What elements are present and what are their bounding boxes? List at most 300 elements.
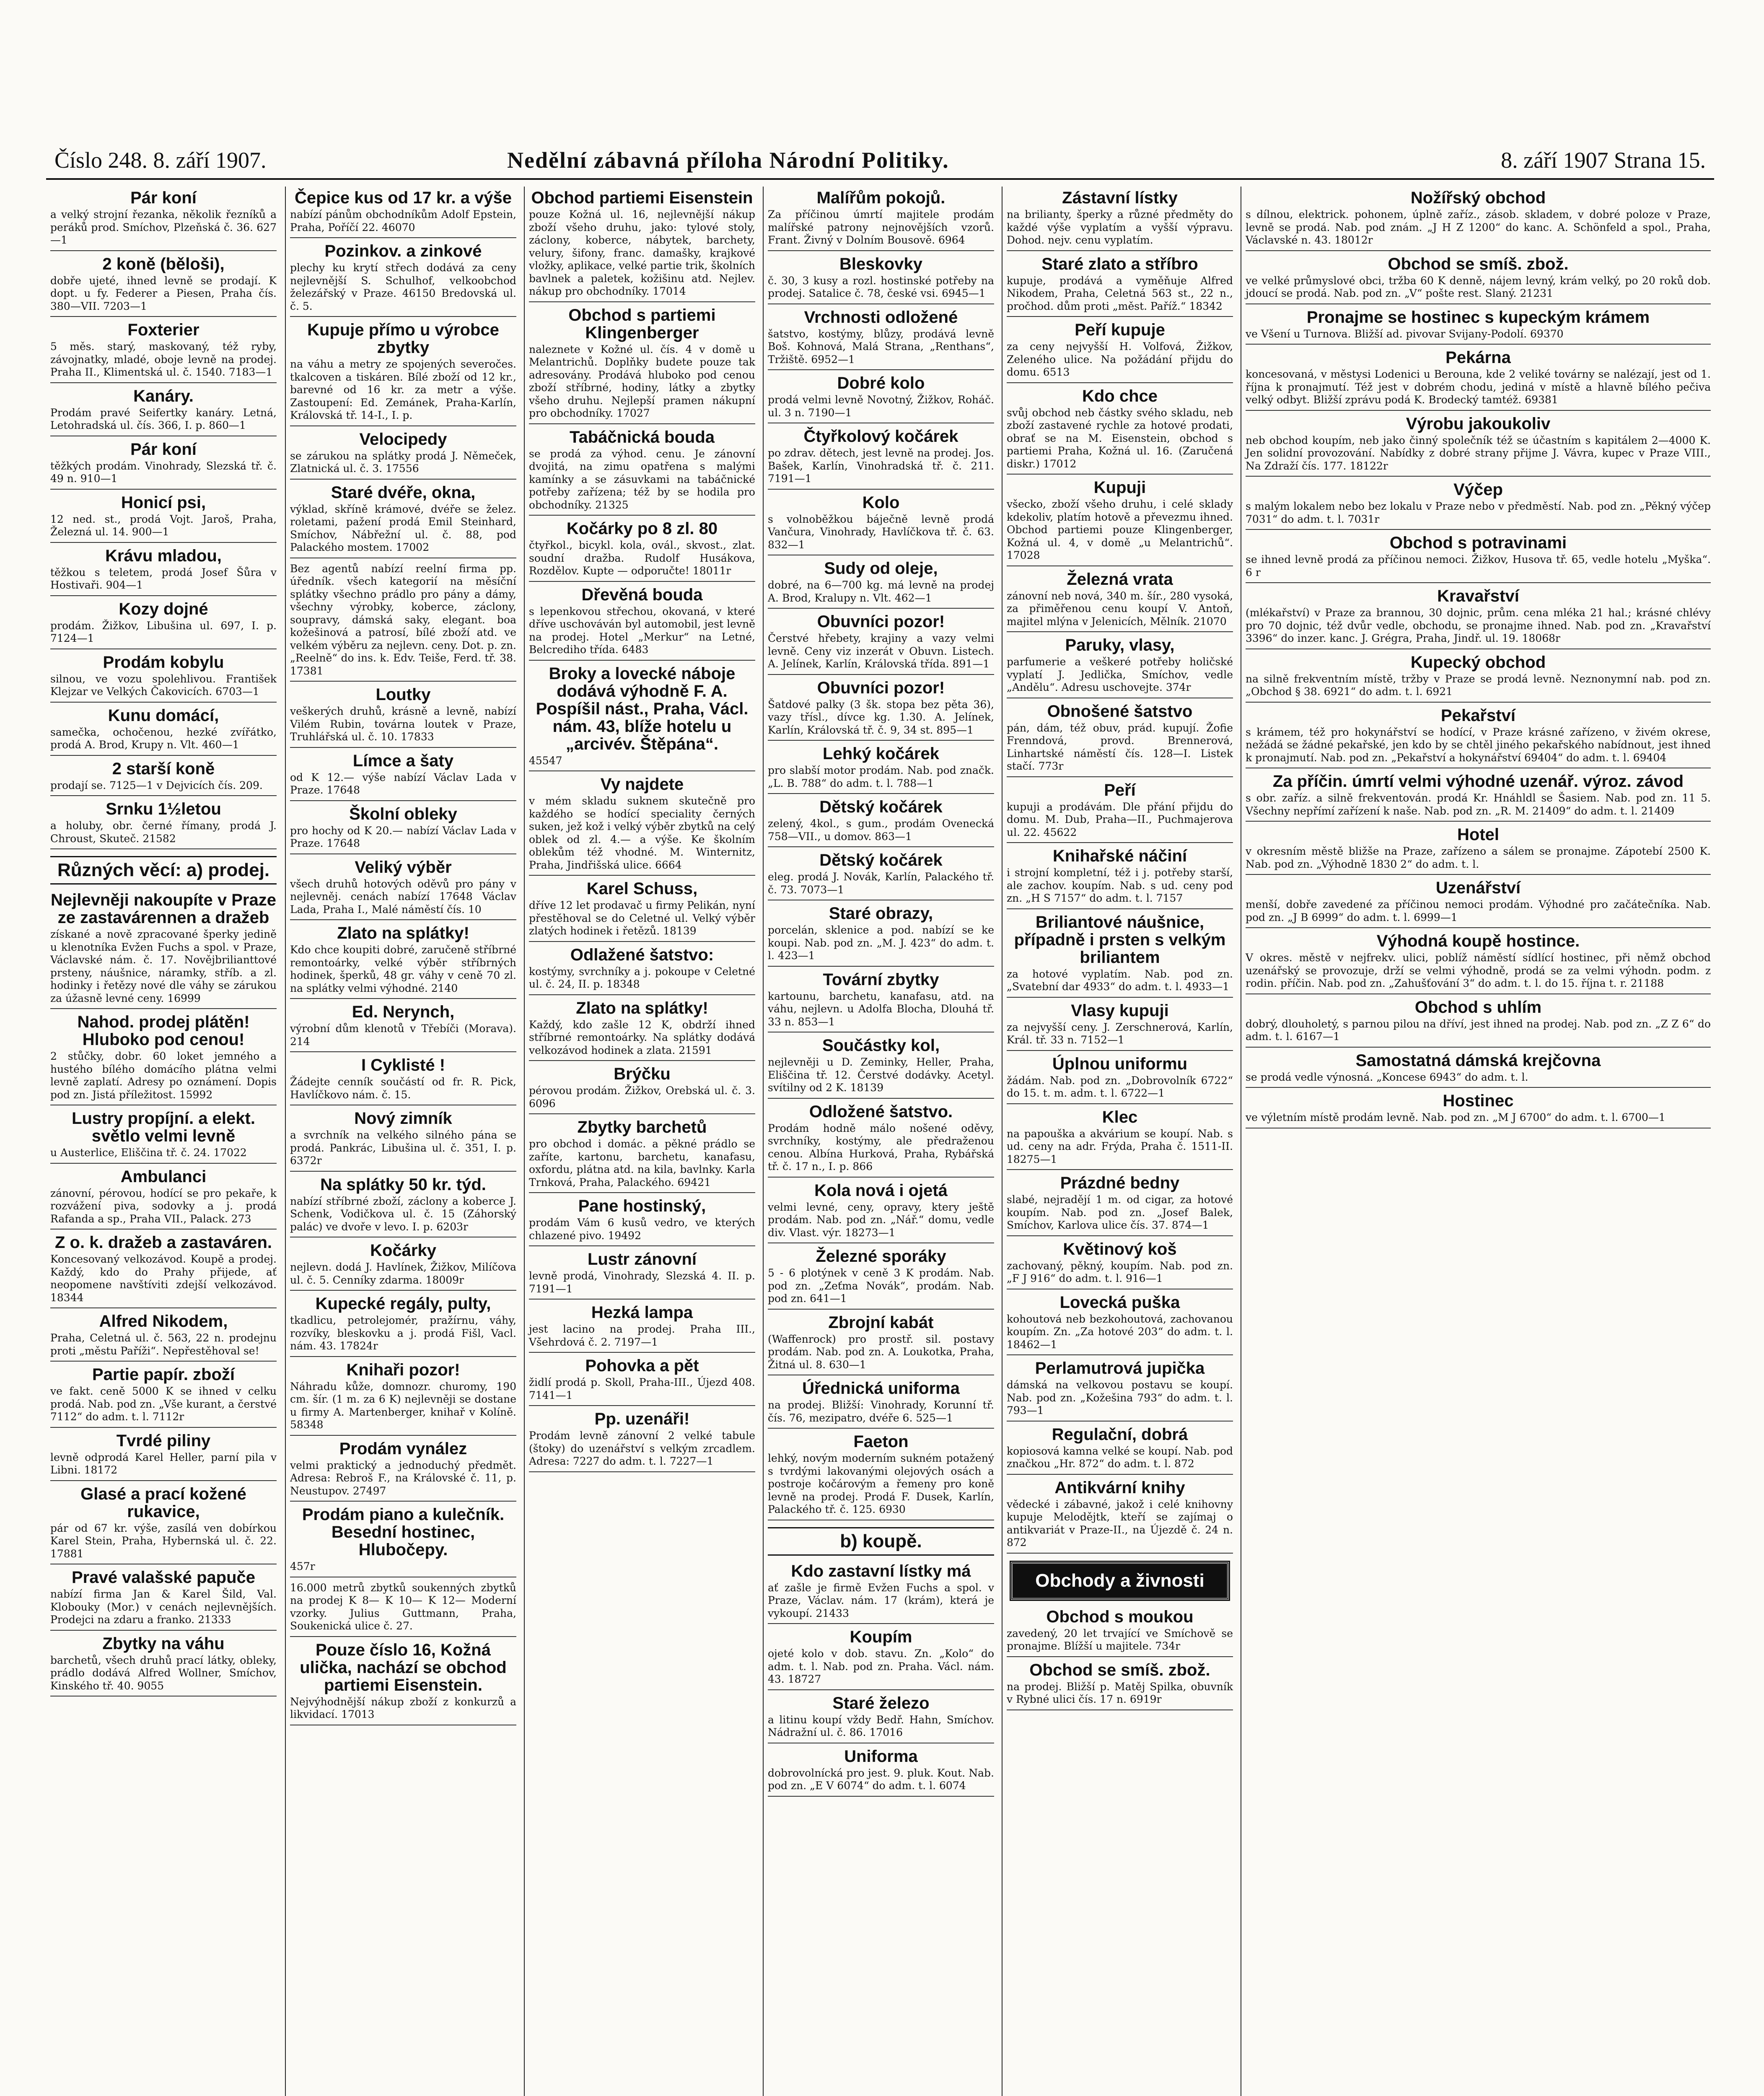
ad-text: s volnoběžkou báječně levně prodá Vančura, Vinohrady, Havlíčkova tř. č. 63. 832—1 <box>768 513 994 551</box>
ad-title: Na splátky 50 kr. týd. <box>320 1175 486 1194</box>
ad-text: samečka, ochočenou, hezké zvířátko, prodá A. Brod, Krupy n. Vlt. 460—1 <box>50 726 277 751</box>
ad-title: Pohovka a pět <box>585 1357 699 1375</box>
classified-ad <box>768 1628 994 1690</box>
ad-title: Lustry propíjní. a elekt. světlo velmi levně <box>72 1109 255 1145</box>
ad-text: velmi levné, ceny, opravy, ktery ještě prodám. Nab. pod zn. „Nář.“ domu, vedle div. Vlast. výr. 18273—1 <box>768 1201 994 1239</box>
column-6 <box>1241 187 1715 2096</box>
ad-title: Obchod s moukou <box>1046 1607 1194 1626</box>
ad-text: kupuje, prodává a vyměňuje Alfred Nikodem, Praha, Celetná 563 st., 22 n., pročhod. dům proti „měst. Paříž.“ 18342 <box>1007 274 1233 312</box>
ad-text: židlí prodá p. Skoll, Praha-III., Újezd 408. 7141—1 <box>529 1376 755 1401</box>
date-and-page: 8. září 1907 Strana 15. <box>1501 148 1706 173</box>
ad-title: Za příčin. úmrtí velmi výhodné uzenář. výroz. závod <box>1272 772 1684 791</box>
ad-title: Zbytky na váhu <box>102 1634 225 1653</box>
classified-ad <box>50 494 277 543</box>
ad-title: Ambulanci <box>120 1167 207 1186</box>
ad-title: Staré železo <box>832 1694 930 1712</box>
ad-title: Kunu domácí, <box>108 706 219 725</box>
classified-ad <box>1007 387 1233 475</box>
ad-title: Foxterier <box>127 321 199 339</box>
column-2 <box>285 187 521 2096</box>
ad-title: Dětský kočárek <box>819 798 943 816</box>
ad-title: Glasé a prací kožené rukavice, <box>80 1484 246 1521</box>
ad-title: Nahod. prodej plátěn! Hluboko pod cenou! <box>77 1013 250 1049</box>
classified-ad <box>1246 826 1711 875</box>
ad-title: Srnku 1½letou <box>106 800 221 818</box>
ad-text: získané a nově zpracované šperky jedině u klenotníka Evžen Fuchs a spol. v Praze, Václavské nám. č. 17. Novějbrilianttové prsteny, náušnice, náramky, stříb. a zl. hodinky i řetězy nové dle váhy se zárukou za úžasně levné ceny. 16999 <box>50 928 277 1004</box>
classified-ad <box>529 428 755 516</box>
ad-text: na prodej. Bližší p. Matěj Spilka, obuvník v Rybné ulici čís. 17 n. 6919r <box>1007 1680 1233 1705</box>
ad-title: Vy najdete <box>600 775 684 794</box>
classified-ad <box>290 484 516 558</box>
ad-text: jest lacino na prodej. Praha III., Všehrdová č. 2. 7197—1 <box>529 1323 755 1348</box>
ad-title: Uzenářství <box>1435 879 1521 897</box>
classified-ad <box>768 679 994 741</box>
ad-title: Úplnou uniformu <box>1052 1054 1188 1073</box>
ad-title: Obchod se smíš. zbož. <box>1388 254 1569 273</box>
ad-text: Bez agentů nabízí reelní firma pp. úředník. všech kategorií na měsíční splátky všechno prádlo pro pány a dámy, všechny výrobky, kobercе, záclony, soupravy, dámská saky, elegant. boa kožešinová a patrosí, bílé zboží atd. ve velkém výběru za nejlevn. ceny. Dot. p. zn. „Reelně“ do ins. k. Edv. Teiše, Ferd. tř. 38. 17381 <box>290 562 516 677</box>
classified-ad <box>768 428 994 490</box>
ad-title: Kupuje přímo u výrobce zbytky <box>307 321 499 357</box>
ad-title: Samostatná dámská krejčovna <box>1355 1051 1601 1070</box>
classified-ad <box>529 946 755 995</box>
ad-text: tkadlicu, petrolejomér, pražírnu, váhy, rozvíky, bleskovku a j. prodá Fišl, Vacl. nám. 43. 17824r <box>290 1314 516 1352</box>
classified-ad <box>1007 703 1233 777</box>
ad-text: ve fakt. ceně 5000 K se ihned v celku prodá. Nab. pod zn. „Vše kurant, a čerstvé 7112“ do adm. t. l. 7112r <box>50 1385 277 1423</box>
ad-text: po zdrav. dětech, jest levně na prodej. Jos. Bašek, Karlín, Vinohradská tř. č. 211. 7191—1 <box>768 447 994 485</box>
ad-title: Pouze číslo 16, Kožná ulička, nachází se obchod partiemi Eisenstein. <box>300 1640 507 1694</box>
ad-text: a holuby, obr. černé římany, prodá J. Chroust, Skuteč. 21582 <box>50 820 277 845</box>
classified-ad <box>1246 654 1711 703</box>
ad-text: Každý, kdo zašle 12 K, obdrží ihned stříbrné remontoárky. Na splátky dodává velkozávod hodinek a zlata. 21591 <box>529 1018 755 1056</box>
ad-title: Obchod s partiemi Klingenberger <box>568 306 716 342</box>
ad-title: Dobré kolo <box>837 374 925 392</box>
ad-text: 5 měs. starý, maskovaný, též ryby, závojnatky, mladé, oboje levně na prodej. Praha II., Klimentská ul. č. 1540. 7183—1 <box>50 340 277 378</box>
classified-ad <box>290 1003 516 1052</box>
classified-ad <box>50 891 277 1009</box>
classified-ad <box>1246 255 1711 304</box>
classified-ad <box>290 1506 516 1577</box>
ad-title: Hezká lampa <box>591 1303 693 1322</box>
ad-text: 12 ned. st., prodá Vojt. Jaroš, Praha, Železná ul. 14. 900—1 <box>50 513 277 538</box>
classified-ad <box>768 1248 994 1310</box>
ad-title: Klec <box>1102 1108 1138 1126</box>
classified-ad <box>529 665 755 772</box>
classified-ad <box>768 189 994 251</box>
ad-title: Brýčku <box>614 1065 671 1083</box>
ad-text: zánovní neb nová, 340 m. šír., 280 vysoká, za přiměřenou cenu koupí V. Antoň, majitel mlýna v Jelenicích, Mělník. 21070 <box>1007 589 1233 628</box>
ad-title: Kupuji <box>1093 478 1146 497</box>
classified-ad <box>1246 189 1711 251</box>
ad-title: Čepice kus od 17 kr. a výše <box>294 189 512 207</box>
classified-ad <box>768 255 994 304</box>
classified-ad <box>768 798 994 847</box>
ad-text: Praha, Celetná ul. č. 563, 22 n. prodejnu proti „městu Paříži“. Nepřestěhoval se! <box>50 1332 277 1357</box>
ad-text: prodám Vám 6 kusů vedro, ve kterých chlazené pivo. 19492 <box>529 1217 755 1242</box>
ad-title: Koupím <box>850 1628 912 1646</box>
classified-ad <box>290 321 516 426</box>
ad-title: Odlažené šatstvo: <box>570 945 714 964</box>
ad-title: Kravařství <box>1437 587 1519 605</box>
ad-title: Zbytky barchetů <box>577 1118 707 1136</box>
ad-text: kupuji a prodávám. Dle přání přijdu do domu. M. Dub, Praha—II., Puchmajerova ul. 22. 45622 <box>1007 800 1233 838</box>
ad-title: Prodám vynález <box>339 1439 467 1458</box>
classified-ad <box>529 1304 755 1353</box>
classified-ad <box>768 613 994 675</box>
ad-title: Lovecká puška <box>1059 1293 1180 1312</box>
ad-text: 5 - 6 plotýnek v ceně 3 K prodám. Nab. pod zn. „Zeťma Novák“, prodám. Nab. pod zn. 641—1 <box>768 1267 994 1305</box>
ad-text: Prodám hodně málo nošené oděvy, svrchníky, kostýmy, ale předraženou cenou. Albína Hurková, Praha, Rybářská tř. č. 17 n., I. p. 866 <box>768 1122 994 1173</box>
ad-text: prodají se. 7125—1 v Dejvicích čís. 209. <box>50 779 263 791</box>
ad-text: a svrchník na velkého silného pána se prodá. Pankrác, Libušina ul. č. 351, I. p. 6372r <box>290 1129 516 1167</box>
ad-text: dobré, na 6—700 kg. má levně na prodej A. Brod, Kralupy n. Vlt. 462—1 <box>768 579 994 604</box>
column-5 <box>1002 187 1237 2096</box>
ad-text: barchetů, všech druhů prací látky, obleky, prádlo dodává Alfred Wollner, Smíchov, Kinského tř. 40. 9055 <box>50 1654 277 1692</box>
ad-title: Zbrojní kabát <box>828 1313 934 1332</box>
ad-title: Kočárky po 8 zl. 80 <box>566 519 718 538</box>
classified-ad <box>768 560 994 609</box>
ad-title: Školní obleky <box>349 804 457 823</box>
ad-text: všech druhů hotových oděvů pro pány v nejlevněj. cenách nabízí 17648 Václav Lada, Praha I., Malé náměstí čís. 10 <box>290 877 516 916</box>
ad-text: prodám. Žižkov, Libušina ul. 697, I. p. 7124—1 <box>50 619 277 644</box>
ad-text: naleznete v Kožné ul. čís. 4 v domě u Melantrichů. Doplňky budete pouze tak adresovány. Prodává hluboko pod cenou zboží stříbrné, hodiny, látky a zbytky všeho druhu. Nejlepší pramen nákupní pro obchodníky. 17027 <box>529 343 755 419</box>
ad-text: za hotové vyplatím. Nab. pod zn. „Svatební dar 4933“ do adm. t. l. 4933—1 <box>1007 968 1233 993</box>
classified-ad <box>529 1410 755 1472</box>
ad-text: 457r <box>290 1560 315 1572</box>
ad-text: těžkou s teletem, prodá Josef Šůra v Hostivaři. 904—1 <box>50 566 277 591</box>
ad-title: Velocipedy <box>359 430 447 449</box>
ad-text: Prodám pravé Seifertky kanáry. Letná, Letohradská ul. čís. 366, I. p. 860—1 <box>50 406 277 431</box>
ad-text: zánovní, pérovou, hodící se pro pekaře, k rozvážení piva, sodovky a j. prodá Rafanda a sp., Praha VII., Palack. 273 <box>50 1187 277 1225</box>
classified-ad <box>50 654 277 703</box>
ad-title: 2 starší koně <box>112 759 215 778</box>
classified-ad <box>1007 1608 1233 1657</box>
ad-text: a litinu koupí vždy Bedř. Hahn, Smíchov. Nádražní ul. č. 86. 17016 <box>768 1713 994 1738</box>
classified-ad <box>768 745 994 794</box>
ad-text: zachovaný, pěkný, koupím. Nab. pod zn. „F J 916“ do adm. t. l. 916—1 <box>1007 1259 1233 1284</box>
classified-ad <box>1007 1479 1233 1554</box>
ad-title: Obchod s uhlím <box>1414 998 1542 1017</box>
ad-title: 2 koně (běloši), <box>102 254 225 273</box>
classified-ad <box>1007 321 1233 383</box>
ad-title: Alfred Nikodem, <box>99 1312 228 1331</box>
ad-text: lehký, novým moderním sukném potažený s tvrdými lakovanými olejových osách a postroje kočárovým a řemeny pro koně levně na prodej. Prodá F. Dusek, Karlín, Palackého tř. č. 125. 6930 <box>768 1452 994 1515</box>
ad-title: Obuvníci pozor! <box>817 678 945 697</box>
section-heading: Různých věcí: a) prodej. <box>50 856 277 885</box>
ad-title: Úřednická uniforma <box>802 1379 960 1398</box>
ad-title: Honicí psi, <box>121 493 206 512</box>
ad-text: s malým lokalem nebo bez lokalu v Praze nebo v předměstí. Nab. pod zn. „Pěkný výčep 7031“ do adm. t. l. 7031r <box>1246 500 1711 525</box>
ad-title: Kdo zastavní lístky má <box>791 1562 971 1580</box>
classified-ad <box>529 586 755 661</box>
classified-ad <box>768 1314 994 1376</box>
ad-title: Lustr zánovní <box>587 1250 697 1268</box>
classified-ad <box>50 547 277 596</box>
ad-text: žádám. Nab. pod zn. „Dobrovolník 6722“ do 15. t. m. adm. t. l. 6722—1 <box>1007 1074 1233 1099</box>
ad-text: nejlevněji u D. Zeminky, Heller, Praha, Eliščina tř. 12. Čerstvé dodávky. Acetyl. svítilny od 2 K. 18139 <box>768 1056 994 1094</box>
classified-ad <box>50 1313 277 1362</box>
ad-title: Pár koní <box>130 189 197 207</box>
classified-ad <box>529 1118 755 1193</box>
classified-ad <box>1007 1174 1233 1236</box>
ad-text: zelený, 4kol., s gum., prodám Ovenecká 758—VII., u domov. 863—1 <box>768 817 994 843</box>
ad-title: Knihařské náčiní <box>1052 847 1187 865</box>
ad-text: v mém skladu suknem skutečně pro každého se hodící speciality černých suken, jež kož i velký výběr zbytků na celý oblek od zl. 4.— a výše. Ke školním oblekům též vhodné. M. Winternitz, Praha, Jindřišská ulice. 6664 <box>529 795 755 871</box>
classified-ad <box>1007 1426 1233 1475</box>
ad-title: Lehký kočárek <box>823 744 939 763</box>
ad-title: Pár koní <box>130 440 197 459</box>
ad-text: na brilianty, šperky a různé předměty do každé výše vyplatím a vyšší výpravu. Dohod. nejv. cenu vyplatím. <box>1007 208 1233 246</box>
ad-text: Čerstvé hřebety, krajiny a vazy velmi levně. Ceny viz inzerát v Obuvn. Listech. A. Jelínek, Karlín, Královská třída. 891—1 <box>768 632 994 670</box>
ad-text: a velký strojní řezanka, několik řezníků a peráků prod. Smíchov, Plzeňská č. 36. 627—1 <box>50 208 277 246</box>
classified-ad <box>1007 781 1233 843</box>
ad-title: Tovární zbytky <box>823 970 939 989</box>
ad-text: Náhradu kůže, domnozr. churomy, 190 cm. šír. (1 m. za 6 K) nejlevněji se dostane u firmy A. Martenberger, knihař v Kolíně. 58348 <box>290 1380 516 1431</box>
classified-ad <box>1007 571 1233 633</box>
classified-ad <box>290 1361 516 1436</box>
classified-ad <box>1007 1240 1233 1289</box>
classified-ad <box>50 1569 277 1631</box>
ad-title: Kupecký obchod <box>1410 653 1546 672</box>
classified-ad <box>290 1295 516 1357</box>
ad-text: za ceny nejvyšší H. Volfová, Žižkov, Zeleného ulice. Na požádání přijdu do domu. 6513 <box>1007 340 1233 378</box>
classified-ad <box>529 999 755 1061</box>
ad-title: Staré dvéře, okna, <box>331 483 476 502</box>
classified-ad <box>768 1103 994 1178</box>
classified-ad <box>768 851 994 900</box>
ad-text: eleg. prodá J. Novák, Karlín, Palackého tř. č. 73. 7073—1 <box>768 871 994 896</box>
ad-text: šatstvo, kostýmy, blůzy, prodává levně Boš. Kohnová, Malá Strana, „Renthans“, Tržiště. 6952—1 <box>768 327 994 366</box>
ad-title: Obchod se smíš. zbož. <box>1029 1660 1210 1679</box>
ad-text: plechy ku krytí střech dodává za ceny nejlevnější S. Schulhof, velkoobchod železářský v Praze. 46150 Bredovská ul. č. 5. <box>290 262 516 312</box>
classified-ad <box>1007 913 1233 998</box>
ad-text: na silně frekventním místě, tržby v Praze se prodá levně. Neznonymní nab. pod zn. „Obchod § 38. 6921“ do adm. t. l. 6921 <box>1246 672 1711 698</box>
ad-text: 16.000 metrů zbytků soukenných zbytků na prodej K 8— K 10— K 12— Moderní vzorky. Julius Guttmann, Praha, Soukenická ulice č. 27. <box>290 1581 516 1632</box>
ad-text: dobrovolnícká pro jest. 9. pluk. Kout. Nab. pod zn. „E V 6074“ do adm. t. l. 6074 <box>768 1767 994 1792</box>
ad-text: č. 30, 3 kusy a rozl. hostinské potřeby na prodej. Satalice č. 78, české vsi. 6945—1 <box>768 274 994 299</box>
classified-ad <box>290 686 516 748</box>
ad-text: Žádejte cenník součástí od fr. R. Pick, Havlíčkovo nám. č. 15. <box>290 1076 516 1101</box>
ad-title: Pekařství <box>1441 706 1515 725</box>
ad-text: V okres. městě v nejfrekv. ulici, poblíž náměstí sídlící hostinec, při němž obchod uzenářský se provozuje, drží se velmi výhodně, prodá se za velmi výhodn. podm. z rodin. příčin. Nab. pod zn. „Zahušťování 3“ do adm. t. l. do 15. října t. r. 21188 <box>1246 952 1711 989</box>
ad-text: Nejvýhodnější nákup zboží z konkurzů a likvidací. 17013 <box>290 1695 516 1720</box>
ad-title: Pravé valašské papuče <box>71 1568 256 1587</box>
ad-text: veškerých druhů, krásně a levně, nabízí Vilém Rubin, továrna loutek v Praze, Truhlářská ul. č. 10. 17833 <box>290 705 516 743</box>
ad-title: Regulační, dobrá <box>1052 1425 1188 1444</box>
ad-text: koncesovaná, v městysi Lodenici u Berouna, kde 2 veliké továrny se nalézají, jest od 1. října k pronajmutí. Též jest v dobrém chodu, jediná v místě a hlavně bílého pečiva velký odbyt. Bližší zprávu podá K. Brodecký tamtéž. 69381 <box>1246 368 1711 406</box>
classified-ad <box>1246 309 1711 345</box>
classified-ad <box>768 1182 994 1244</box>
classified-ad <box>290 1056 516 1105</box>
ad-title: Kanáry. <box>133 387 194 405</box>
classified-ad <box>290 189 516 238</box>
classified-ad <box>1246 481 1711 530</box>
classified-ad <box>1246 1092 1711 1128</box>
classified-ad <box>290 752 516 801</box>
ad-text: (Waffenrock) pro prostř. sil. postavy prodám. Nab. pod zn. A. Loukotka, Praha, Žitná ul. 8. 630—1 <box>768 1333 994 1371</box>
classified-ad <box>768 1694 994 1743</box>
ad-title: Paruky, vlasy, <box>1065 636 1175 654</box>
classified-ad <box>1246 415 1711 477</box>
classified-ad <box>1246 587 1711 649</box>
ad-text: ve velké průmyslové obci, tržba 60 K denně, nájem levný, krám velký, po 20 roků dob. jdoucí se prodá. Nab. pod zn. „V“ pošte rest. Slaný. 21231 <box>1246 274 1711 299</box>
ad-text: s lepenkovou střechou, okovaná, v které dříve uschováván byl automobil, jest levně na prodej. Hotel „Merkur“ na Letné, Belcrediho třída. 6483 <box>529 605 755 656</box>
ad-title: Z o. k. dražeb a zastaváren. <box>55 1233 272 1252</box>
classified-ad <box>1007 255 1233 317</box>
section-banner: Obchody a živnosti <box>1011 1562 1229 1600</box>
ad-text: Kdo chce koupiti dobré, zaručeně stříbrné remontoárky, velké výběr stříbrných hodinek, šperků, 48 gr. váhy v ceně 70 zl. na splátky velmi výhodné. 2140 <box>290 944 516 994</box>
classified-ad <box>50 760 277 796</box>
ad-title: Zlato na splátky! <box>576 999 708 1017</box>
ad-text: pár od 67 kr. výše, zasílá ven dobírkou Karel Stein, Praha, Hybernská ul. č. 22. 17881 <box>50 1522 277 1560</box>
ad-text: svůj obchod neb částky svého skladu, neb zboží zastavené rychle za hotové prodati, obrať se na M. Eisenstein, obchod s partiemi Praha, Kožná ul. 16. (Zaručená diskr.) 17012 <box>1007 406 1233 470</box>
ad-text: levně odprodá Karel Heller, parní pila v Libni. 18172 <box>50 1451 277 1476</box>
classified-ad <box>290 1440 516 1502</box>
classified-ad <box>1246 534 1711 583</box>
ad-text: čtyřkol., bicykl. kola, ovál., skvost., zlat. soudní dražba. Rudolf Husákova, Rozdělov. Kupte — odporučte! 18011r <box>529 539 755 577</box>
ad-text: ať zašle je firmě Evžen Fuchs a spol. v Praze, Václav. nám. 17 (krám), která je vykoupí. 21433 <box>768 1581 994 1619</box>
classified-ad <box>290 242 516 317</box>
issue-number: Číslo 248. 8. září 1907. <box>54 148 267 173</box>
ad-title: Výčep <box>1453 480 1503 499</box>
ad-text: všecko, zboží všeho druhu, i celé sklady kdekoliv, platím hotově a převezmu ihned. Obchod partiemi pouze Klingenberger, Kožná ul. 4, v domě „u Melantrichů“. 17028 <box>1007 498 1233 561</box>
ad-title: Čtyřkolový kočárek <box>803 427 958 446</box>
ad-text: dobře ujeté, ihned levně se prodají. K dopt. u fy. Federer a Piesen, Praha čís. 380—VII. 7203—1 <box>50 274 277 312</box>
classified-ad <box>768 374 994 423</box>
classified-ad <box>529 1250 755 1300</box>
ad-text: u Austerlice, Eliščina tř. č. 24. 17022 <box>50 1147 247 1159</box>
classified-ad <box>768 1433 994 1520</box>
classified-ad <box>50 707 277 756</box>
ad-text: prodá velmi levně Novotný, Žižkov, Roháč. ul. 3 n. 7190—1 <box>768 394 994 419</box>
ad-text: porcelán, sklenice a pod. nabízí se ke koupi. Nab. pod zn. „M. J. 423“ do adm. t. l. 423—1 <box>768 924 994 962</box>
ad-title: Límce a šaty <box>352 751 454 770</box>
ad-text: se prodá vedle výnosná. „Koncese 6943“ do adm. t. l. <box>1246 1071 1528 1083</box>
ad-title: Karel Schuss, <box>586 879 698 898</box>
ad-title: Výhodná koupě hostince. <box>1376 932 1580 950</box>
classified-ad <box>529 520 755 582</box>
ad-title: Ed. Nerynch, <box>352 1003 455 1021</box>
ad-title: Kozy dojné <box>119 599 208 618</box>
classified-ad <box>1246 879 1711 928</box>
classified-ad <box>1246 707 1711 769</box>
ad-title: Bleskovky <box>839 254 922 273</box>
ad-title: Faeton <box>853 1432 909 1451</box>
classified-ad <box>50 600 277 649</box>
ad-text: pro hochy od K 20.— nabízí Václav Lada v Praze. 17648 <box>290 824 516 849</box>
column-3 <box>524 187 759 2096</box>
ad-text: ve Všení u Turnova. Bližší ad. pivovar Svijany-Podolí. 69370 <box>1246 327 1564 340</box>
ad-title: Pozinkov. a zinkové <box>324 242 482 260</box>
ad-text: dříve 12 let prodavač u firmy Pelikán, nyní přestěhoval se do Celetné ul. Velký výběr zlatých hodinek i řetězů. 18139 <box>529 899 755 937</box>
section-heading: b) koupě. <box>768 1527 994 1556</box>
classified-ad <box>290 1582 516 1637</box>
ad-text: pérovou prodám. Žižkov, Orebská ul. č. 3. 6096 <box>529 1084 755 1110</box>
ad-title: Veliký výběr <box>355 858 452 877</box>
classified-ad <box>529 306 755 424</box>
classified-ad <box>768 1748 994 1797</box>
classified-ad <box>290 431 516 480</box>
classified-ad <box>1007 1661 1233 1710</box>
ad-title: Krávu mladou, <box>105 546 222 565</box>
classified-ad <box>50 1635 277 1697</box>
ad-text: výrobní dům klenotů v Třebíči (Morava). 214 <box>290 1022 516 1048</box>
ad-title: Zástavní lístky <box>1062 189 1178 207</box>
classified-ad <box>768 1380 994 1429</box>
classified-ad <box>1007 636 1233 698</box>
classified-ad <box>768 1037 994 1099</box>
ad-text: parfumerie a veškeré potřeby holičské vyplatí J. Jedlička, Smíchov, vedle „Andělu“. Adresu uschovejte. 374r <box>1007 656 1233 693</box>
ad-title: Nejlevněji nakoupíte v Praze ze zastavárennen a dražeb <box>51 891 276 927</box>
ad-text: (mlékařství) v Praze za brannou, 30 dojnic, prům. cena mléka 21 hal.; krásné chlévy pro 70 dojnic, též dvůr vedle, obchodu, se pronajme ihned. Nab. pod zn. „Kravařství 3396“ do inzer. kanc. J. Grégra, Praha, Jindř. ul. 19. 18068r <box>1246 607 1711 644</box>
ad-title: Hotel <box>1457 825 1499 844</box>
classified-ad <box>290 1110 516 1172</box>
ad-title: Pronajme se hostinec s kupeckým krámem <box>1306 308 1650 327</box>
classified-ad <box>290 1641 516 1725</box>
classified-ad <box>1246 773 1711 822</box>
ad-title: I Cyklisté ! <box>361 1056 446 1074</box>
ad-text: se zárukou na splátky prodá J. Němeček, Zlatnická ul. č. 3. 17556 <box>290 449 516 475</box>
ad-columns <box>46 187 1714 2096</box>
ad-title: Tvrdé piliny <box>116 1431 211 1450</box>
ad-title: Pane hostinský, <box>578 1197 706 1215</box>
ad-text: 2 stůčky, dobr. 60 loket jemného a hustého bílého domácího plátna velmi levně zaplatí. Adresy po oznámení. Dopis pod zn. Jistá příležitost. 15992 <box>50 1050 277 1101</box>
classified-ad <box>50 800 277 849</box>
ad-text: dámská na velkovou postavu se koupí. Nab. pod zn. „Kožešina 793“ do adm. t. l. 793—1 <box>1007 1379 1233 1416</box>
ad-title: Peří <box>1104 781 1136 799</box>
classified-ad <box>1007 1359 1233 1422</box>
classified-ad <box>50 387 277 436</box>
classified-ad <box>50 1234 277 1308</box>
classified-ad <box>768 905 994 967</box>
classified-ad <box>768 971 994 1033</box>
ad-title: Železná vrata <box>1067 570 1173 589</box>
ad-text: se prodá za výhod. cenu. Je zánovní dvojitá, na zimu opatřena s malými kamínky a se zásuvkami na tabáčnické potřeby zařízena; též by se hodila pro obchodníky. 21325 <box>529 447 755 511</box>
ad-title: Staré obrazy, <box>829 904 933 923</box>
ad-title: Vrchnosti odložené <box>804 308 958 327</box>
classified-ad <box>50 1485 277 1565</box>
classified-ad <box>768 309 994 371</box>
classified-ad <box>768 494 994 556</box>
ad-text: nabízí pánům obchodníkům Adolf Epstein, Praha, Poříčí 22. 46070 <box>290 208 516 233</box>
ad-text: s dílnou, elektrick. pohonem, úplně zaříz., zásob. skladem, v dobré poloze v Praze, levně se prodá. Nab. pod znám. „J H Z 1200“ do kanc. A. Schönfeld a spol., Praha, Václavské n. 43. 18012r <box>1246 208 1711 246</box>
ad-title: Odložené šatstvo. <box>809 1102 953 1121</box>
ad-title: Prodám kobylu <box>103 653 224 672</box>
ad-title: Uniforma <box>844 1747 918 1766</box>
classified-ad <box>1246 999 1711 1048</box>
ad-title: Knihaři pozor! <box>346 1360 460 1379</box>
ad-text: vědecké i zábavné, jakož i celé knihovny kupuje Melodějtk, kteří se zajímaj o antikvariát v Praze-II., na Újezdě č. 24 n. 872 <box>1007 1498 1233 1549</box>
ad-title: Hostinec <box>1443 1092 1514 1110</box>
classified-ad <box>50 255 277 317</box>
ad-text: Šatdové palky (3 šk. stopa bez pěta 36), vazy třísl., dívce kg. 1.30. A. Jelínek, Karlín, Královská tř. č. 9, 34 st. 895—1 <box>768 698 994 736</box>
classified-ad <box>290 1176 516 1238</box>
classified-ad <box>1007 1055 1233 1104</box>
ad-text: výklad, skříně krámové, dvéře se želez. roletami, pažení prodá Emil Steinhard, Smíchov, Nábřežní ul. č. 88, pod Palackého mostem. 17002 <box>290 503 516 553</box>
classified-ad <box>50 1168 277 1230</box>
ad-text: levně prodá, Vinohrady, Slezská 4. II. p. 7191—1 <box>529 1270 755 1295</box>
ad-title: Partie papír. zboží <box>92 1365 235 1384</box>
ad-title: Součástky kol, <box>822 1036 940 1055</box>
ad-text: kohoutová neb bezkohoutová, zachovanou koupím. Zn. „Za hotové 203“ do adm. t. l. 18462—1 <box>1007 1313 1233 1351</box>
classified-ad <box>50 1110 277 1164</box>
classified-ad <box>50 189 277 251</box>
ad-text: v okresním městě bližše na Praze, zařízeno a sálem se pronajme. Zápotebí 2500 K. Nab. pod zn. „Výhodně 1830 2“ do adm. t. l. <box>1246 845 1711 870</box>
classified-ad <box>50 1432 277 1481</box>
publication-title: Nedělní zábavná příloha Národní Politiky. <box>507 148 949 173</box>
ad-title: Obuvníci pozor! <box>817 612 945 631</box>
classified-ad <box>768 1562 994 1624</box>
classified-ad <box>529 1357 755 1406</box>
